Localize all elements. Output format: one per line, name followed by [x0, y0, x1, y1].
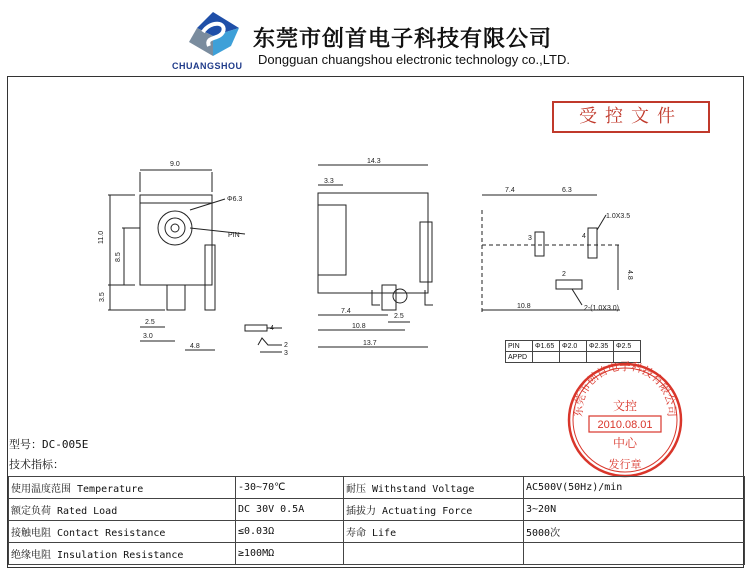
dim-front-30: 3.0: [143, 333, 153, 340]
seal-date: 2010.08.01: [597, 419, 653, 431]
pcb-pin-2: 2: [562, 271, 566, 278]
spec-cell: 3~20N: [524, 499, 745, 521]
table-row: [9, 499, 745, 521]
spec-cell: [344, 543, 524, 565]
dim-pcb-slot2: 2-(1.0X3.0): [584, 305, 620, 312]
pin-table-cell: Φ2.0: [560, 341, 587, 352]
dim-pcb-74: 7.4: [505, 187, 515, 194]
dim-front-pin: PIN: [228, 232, 240, 239]
seal-outer-text: 东莞市创首电子科技有限公司: [571, 360, 679, 418]
dim-pcb-slot: 1.0X3.5: [606, 213, 631, 220]
dim-front-height: 11.0: [98, 230, 105, 244]
specs-table: [8, 476, 745, 565]
dim-side-108: 10.8: [352, 323, 366, 330]
spec-cell: AC500V(50Hz)/min: [524, 477, 745, 499]
table-row: [9, 477, 745, 499]
company-name-cn: 东莞市创首电子科技有限公司: [253, 26, 553, 52]
logo-text: CHUANGSHOU: [172, 61, 243, 71]
pin-table-cell: Φ2.5: [614, 341, 641, 352]
pcb-pin-3: 3: [528, 235, 532, 242]
spec-cell: 寿命 Life: [344, 521, 524, 543]
pin-table-cell: APPD: [506, 352, 533, 363]
seal-center-top: 文控: [612, 399, 638, 413]
pin-table-cell: Φ2.35: [587, 341, 614, 352]
spec-cell: ≥100MΩ: [236, 543, 344, 565]
dim-pcb-108: 10.8: [517, 303, 531, 310]
spec-cell: 5000次: [524, 521, 745, 543]
spec-cell: 绝缘电阻 Insulation Resistance: [9, 543, 236, 565]
pin-table-cell: Φ1.65: [533, 341, 560, 352]
table-row: [9, 521, 745, 543]
dim-front-48: 4.8: [190, 343, 200, 350]
spec-cell: ≤0.03Ω: [236, 521, 344, 543]
seal-center-bottom: 中心: [612, 436, 638, 450]
dim-front-width: 9.0: [170, 161, 180, 168]
spec-cell: 额定负荷 Rated Load: [9, 499, 236, 521]
company-name-en: Dongguan chuangshou electronic technology co.,LTD.: [258, 52, 570, 67]
spec-cell: 插拔力 Actuating Force: [344, 499, 524, 521]
controlled-document-label: 受控文件: [579, 106, 683, 127]
spec-cell: 耐压 Withstand Voltage: [344, 477, 524, 499]
dim-side-25: 2.5: [394, 313, 404, 320]
spec-cell: [524, 543, 745, 565]
schematic-pin-2: 2: [284, 342, 288, 349]
spec-cell: -30~70℃: [236, 477, 344, 499]
pcb-pin-4: 4: [582, 233, 586, 240]
dim-side-total: 14.3: [367, 158, 381, 165]
seal-bottom-text: 发行章: [608, 458, 642, 471]
dim-side-74: 7.4: [341, 308, 351, 315]
dim-front-center: 8.5: [115, 252, 122, 262]
spec-cell: 使用温度范围 Temperature: [9, 477, 236, 499]
spec-cell: 接触电阻 Contact Resistance: [9, 521, 236, 543]
schematic-pin-3: 3: [284, 350, 288, 357]
company-seal-icon: [565, 360, 685, 480]
dim-side-33: 3.3: [324, 178, 334, 185]
table-row: [9, 543, 745, 565]
schematic-pin-4: 4: [270, 325, 274, 332]
dim-side-137: 13.7: [363, 340, 377, 347]
dim-pcb-48: 4.8: [626, 270, 633, 280]
model-label: 型号：DC-005E: [9, 438, 89, 451]
dim-front-diameter: Φ6.3: [227, 196, 243, 203]
dim-front-25: 2.5: [145, 319, 155, 326]
pin-table-cell: [533, 352, 560, 363]
spec-cell: DC 30V 0.5A: [236, 499, 344, 521]
dim-front-pin-height: 3.5: [99, 292, 106, 302]
pin-table-cell: PIN: [506, 341, 533, 352]
dim-pcb-63: 6.3: [562, 187, 572, 194]
tech-spec-title: 技术指标：: [9, 458, 64, 471]
